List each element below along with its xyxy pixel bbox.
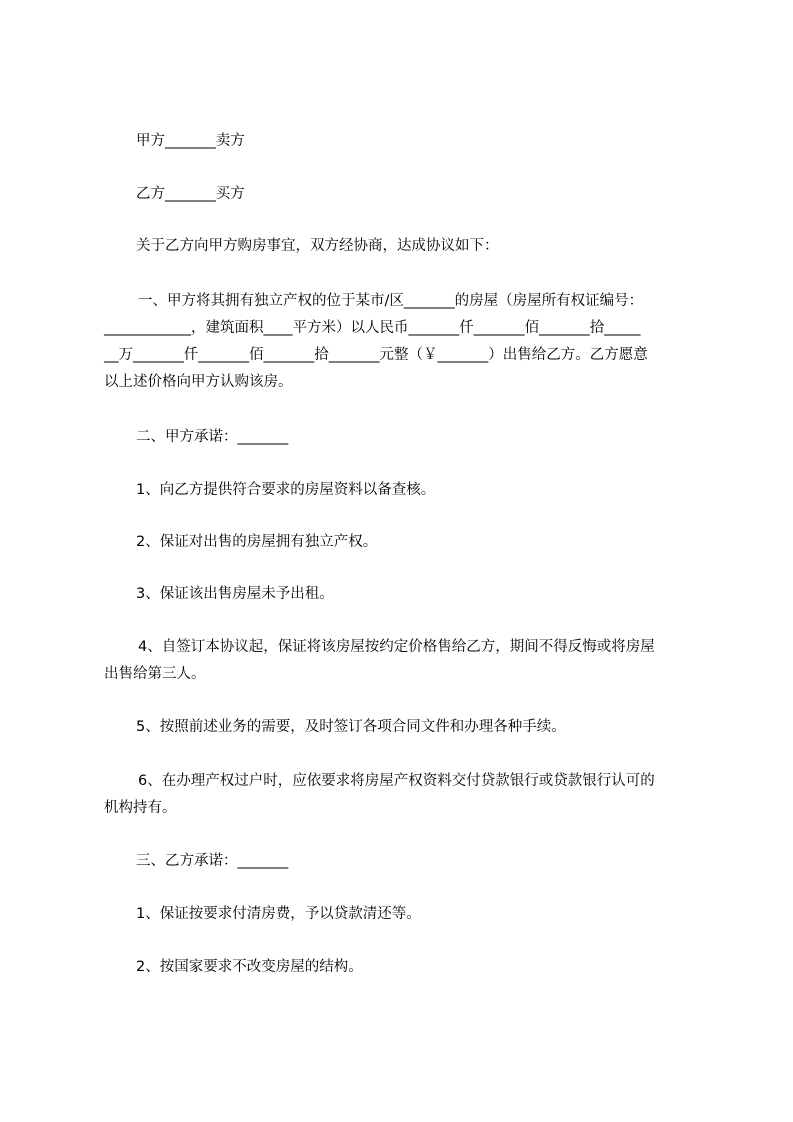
section-2-item-2: 2、保证对出售的房屋拥有独立产权。 (136, 534, 378, 550)
section-2-item-6-line-2: 机构持有。 (104, 800, 177, 816)
section-2-item-6-line-1: 6、在办理产权过户时，应依要求将房屋产权资料交付贷款银行或贷款银行认可的 (138, 773, 655, 789)
section-2-heading: 二、甲方承诺：_______ (136, 429, 289, 445)
clause-1-line-3: __万_______仟_______佰_______拾_______元整（￥_______）出售给乙方。乙方愿意 (104, 347, 648, 363)
clause-1-line-2: ____________，建筑面积____平方米）以人民币_______仟_______佰_______拾_____ (104, 320, 641, 336)
section-2-item-3: 3、保证该出售房屋未予出租。 (136, 586, 334, 602)
section-2-item-4-line-2: 出售给第三人。 (104, 666, 206, 682)
section-2-item-1: 1、向乙方提供符合要求的房屋资料以备查核。 (136, 482, 436, 498)
intro-paragraph: 关于乙方向甲方购房事宜，双方经协商，达成协议如下： (136, 238, 499, 254)
section-3-item-2: 2、按国家要求不改变房屋的结构。 (136, 959, 363, 975)
section-3-heading: 三、乙方承诺：_______ (136, 853, 289, 869)
party-a-line: 甲方_______卖方 (136, 133, 245, 149)
section-3-item-1: 1、保证按要求付清房费，予以贷款清还等。 (136, 906, 421, 922)
section-2-item-5: 5、按照前述业务的需要，及时签订各项合同文件和办理各种手续。 (136, 719, 566, 735)
clause-1-line-4: 以上述价格向甲方认购该房。 (104, 374, 293, 390)
clause-1-line-1: 一、甲方将其拥有独立产权的位于某市/区_______的房屋（房屋所有权证编号： (138, 293, 644, 309)
section-2-item-4-line-1: 4、自签订本协议起，保证将该房屋按约定价格售给乙方，期间不得反悔或将房屋 (138, 639, 655, 655)
party-b-line: 乙方_______买方 (136, 186, 245, 202)
